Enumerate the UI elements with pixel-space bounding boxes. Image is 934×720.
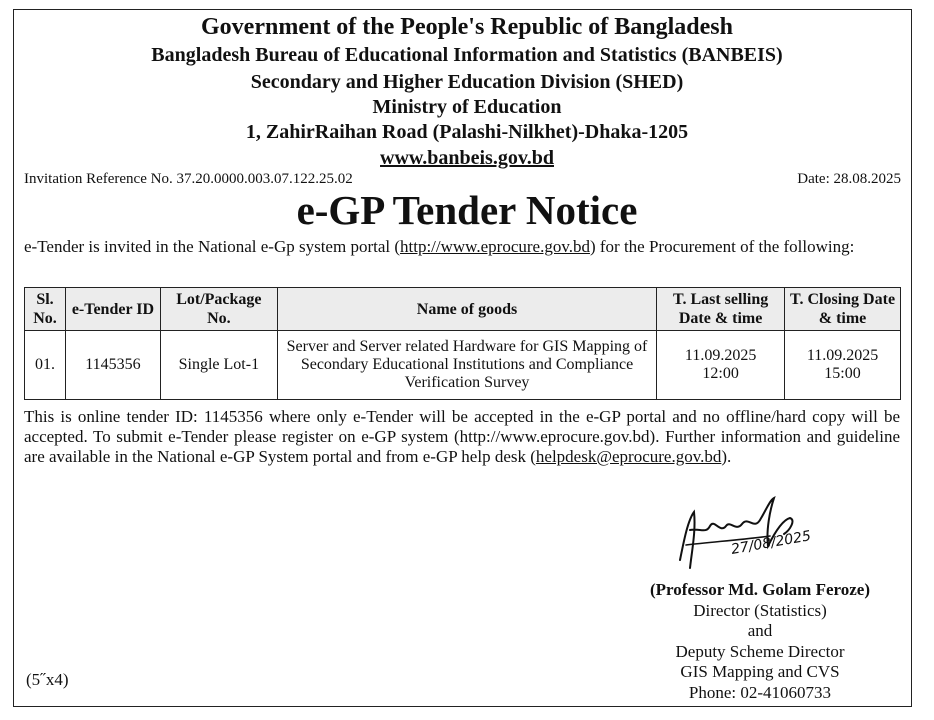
closing-time: 15:00: [824, 365, 861, 382]
table-row: [25, 331, 901, 400]
division-heading: Secondary and Higher Education Division (SHED): [250, 71, 684, 93]
address-heading: 1, ZahirRaihan Road (Palashi-Nilkhet)-Dhaka-1205: [245, 121, 689, 143]
signature-block: [620, 580, 900, 703]
designation-1: Director (Statistics): [693, 600, 827, 620]
details-text: This is online tender ID: 1145356 where only e-Tender will be accepted in the e-GP portal and no offline/hard copy will be accepted. To submit e-Tender please register on e-GP system (http://www.eprocure.gov.bd). Further information and guideline are available in the National e-GP System portal and from e-GP help desk (: [24, 407, 900, 466]
cell-goods: Server and Server related Hardware for GIS Mapping of Secondary Educational Institutions and Compliance Verification Survey: [277, 331, 656, 400]
svg-text:27/08/2025: 27/08/2025: [729, 528, 813, 558]
intro-paragraph: [24, 237, 900, 257]
designation-3: GIS Mapping and CVS: [680, 662, 840, 681]
last-selling-time: 12:00: [702, 365, 739, 382]
designation-2: Deputy Scheme Director: [675, 641, 845, 661]
details-paragraph: [24, 407, 900, 467]
cell-tender-id: 1145356: [65, 331, 160, 400]
phone-number: Phone: 02-41060733: [688, 682, 832, 702]
details-end: ).: [721, 447, 732, 466]
notice-date: Date: 28.08.2025: [797, 171, 901, 187]
tender-table: [24, 287, 901, 400]
ad-size-note: (5˝x4): [26, 670, 69, 689]
invitation-reference: Invitation Reference No. 37.20.0000.003.07.122.25.02: [24, 171, 353, 187]
intro-text-before: e-Tender is invited in the National e-Gp system portal (: [24, 237, 401, 256]
government-heading: Government of the People's Republic of Bangladesh: [201, 14, 733, 40]
column-header-sl: Sl. No.: [25, 288, 66, 331]
column-header-tender-id: e-Tender ID: [65, 288, 160, 331]
ministry-heading: Ministry of Education: [372, 96, 562, 118]
page-title: e-GP Tender Notice: [296, 187, 638, 233]
helpdesk-email-link[interactable]: helpdesk@eprocure.gov.bd: [535, 447, 722, 466]
cell-closing: [785, 331, 901, 400]
signatory-name: (Professor Md. Golam Feroze): [650, 580, 870, 599]
column-header-last-selling: T. Last selling Date & time: [657, 288, 785, 331]
intro-text-after: ) for the Procurement of the following:: [589, 237, 855, 256]
cell-sl: 01.: [25, 331, 66, 400]
closing-date: 11.09.2025: [806, 347, 879, 364]
bureau-heading: Bangladesh Bureau of Educational Information and Statistics (BANBEIS): [151, 44, 783, 66]
designation-and: and: [747, 621, 773, 640]
website-link[interactable]: www.banbeis.gov.bd: [380, 147, 554, 169]
handwritten-signature: [670, 490, 840, 580]
column-header-goods: Name of goods: [277, 288, 656, 331]
cell-last-selling: [657, 331, 785, 400]
last-selling-date: 11.09.2025: [684, 347, 757, 364]
column-header-closing: T. Closing Date & time: [785, 288, 901, 331]
table-header-row: [25, 288, 901, 331]
cell-lot: Single Lot-1: [160, 331, 277, 400]
column-header-lot: Lot/Package No.: [160, 288, 277, 331]
eprocure-link[interactable]: http://www.eprocure.gov.bd: [400, 237, 590, 256]
